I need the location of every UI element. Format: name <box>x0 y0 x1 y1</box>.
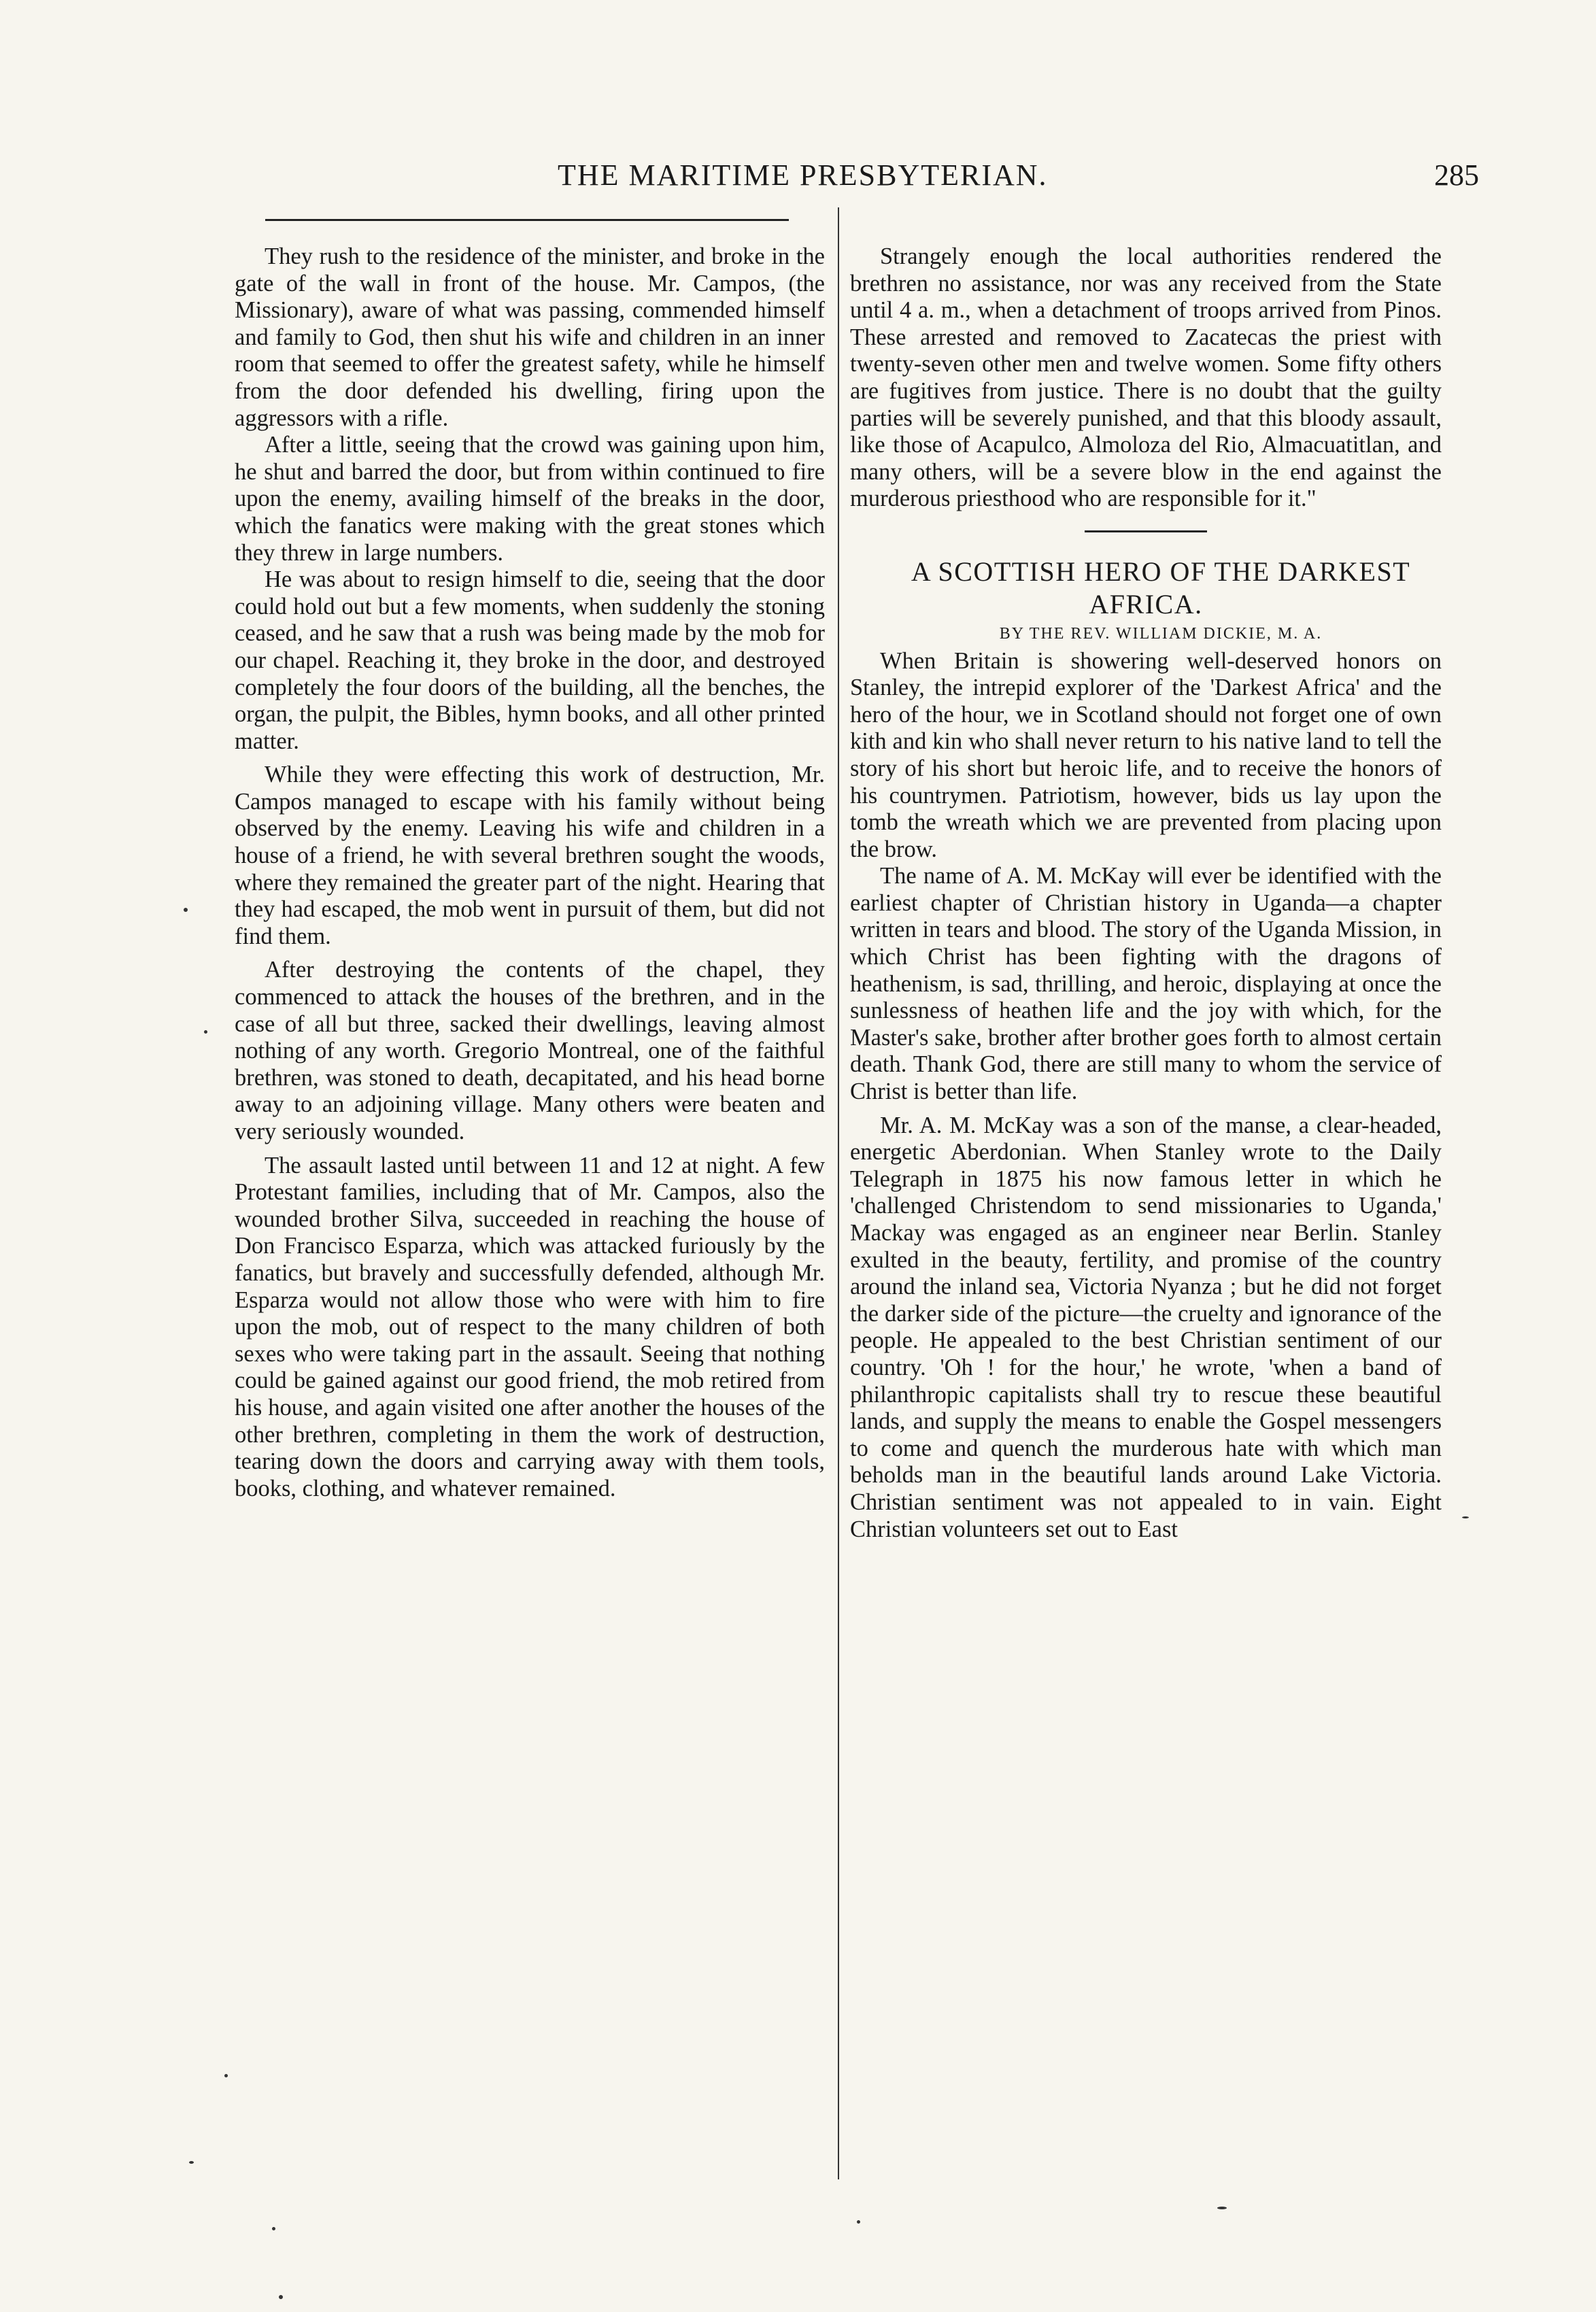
page-header <box>224 158 1479 205</box>
print-speck <box>184 908 188 912</box>
print-speck <box>224 2074 228 2077</box>
paragraph: The name of A. M. McKay will ever be identified with the earliest chapter of Christian history in Uganda—a chapter written in tears and blood. The story of the Uganda Mission, in which Christ has been fighting with the dragons of heathenism, is sad, thrilling, and heroic, displaying at once the sunlessness of heathen life and the joy with which, for the Master's sake, brother after brother goes forth to almost certain death. Thank God, there are still many to whom the service of Christ is better than life. <box>850 863 1442 1105</box>
paragraph: They rush to the residence of the minister, and broke in the gate of the wall in front of the house. Mr. Campos, (the Missionary), aware of what was passing, commended himself and family to God, then shut his wife and children in an inner room that seemed to offer the greatest safety, while he himself from the door defended his dwelling, firing upon the aggressors with a rifle. <box>235 243 825 431</box>
running-title: THE MARITIME PRESBYTERIAN. <box>558 158 1048 192</box>
paragraph: Strangely enough the local authorities rendered the brethren no assistance, nor was any received from the State until 4 a. m., when a detachment of troops arrived from Pinos. These arrested and removed to Zacatecas the priest with twenty-seven other men and twelve women. Some fifty others are fugitives from justice. There is no doubt that the guilty parties will be severely punished, and that this bloody assault, like those of Acapulco, Almoloza del Rio, Almacuatitlan, and many others, will be a severe blow in the end against the murderous priesthood who are responsible for it." <box>850 243 1442 512</box>
header-rule <box>265 219 789 221</box>
paragraph: After a little, seeing that the crowd was gaining upon him, he shut and barred the door, but from within continued to fire upon the enemy, availing himself of the breaks in the door, which the fanatics were making with the great stones which they threw in large numbers. <box>235 432 825 566</box>
article-byline: BY THE REV. WILLIAM DICKIE, M. A. <box>999 624 1323 643</box>
print-speck <box>279 2295 283 2299</box>
print-speck <box>272 2227 275 2230</box>
paragraph: After destroying the contents of the chapel, they commenced to attack the houses of the brethren, and in the case of all but three, sacked their dwellings, leaving almost nothing of any worth. Gregorio Montreal, one of the faithful brethren, was stoned to death, decapitated, and his head borne away to an adjoining village. Many others were beaten and very seriously wounded. <box>235 957 825 1144</box>
print-speck <box>1217 2207 1227 2209</box>
print-speck <box>189 2161 194 2164</box>
paragraph: The assault lasted until between 11 and 12 at night. A few Protestant families, including that of Mr. Campos, also the wounded brother Silva, succeeded in reaching the house of Don Francisco Esparza, which was attacked furiously by the fanatics, but bravely and successfully defended, although Mr. Esparza would not allow those who were with him to fire upon the mob, out of respect to the many children of both sexes who were taking part in the assault. Seeing that nothing could be gained against our good friend, the mob retired from his house, and again visited one after another the houses of the other brethren, completing in them the work of destruction, tearing down the doors and carrying away with them tools, books, clothing, and whatever remained. <box>235 1152 825 1501</box>
page-number: 285 <box>1434 158 1479 192</box>
print-speck <box>204 1030 207 1034</box>
left-column <box>235 243 825 1502</box>
paragraph: He was about to resign himself to die, seeing that the door could hold out but a few moments, when suddenly the stoning ceased, and he saw that a rush was being made by the mob for our chapel. Reaching it, they broke in the door, and destroyed completely the four doors of the building, all the benches, the organ, the pulpit, the Bibles, hymn books, and all other printed matter. <box>235 566 825 754</box>
print-speck <box>857 2220 860 2224</box>
column-divider <box>838 207 839 2179</box>
article-separator-rule <box>1085 530 1207 532</box>
paragraph: While they were effecting this work of destruction, Mr. Campos managed to escape with his family without being observed by the enemy. Leaving his wife and children in a house of a friend, he with several brethren sought the woods, where they remained the greater part of the night. Hearing that they had escaped, the mob went in pursuit of them, but did not find them. <box>235 762 825 949</box>
paragraph: When Britain is showering well-deserved honors on Stanley, the intrepid explorer of the 'Darkest Africa' and the hero of the hour, we in Scotland should not forget one of own kith and kin who shall never return to his native land to tell the story of his short but heroic life, and to receive the honors of his countrymen. Patriotism, however, bids us lay upon the tomb the wreath which we are prevented from placing upon the brow. <box>850 647 1442 862</box>
print-speck <box>1462 1516 1469 1518</box>
right-column <box>850 243 1442 1543</box>
article-title: A SCOTTISH HERO OF THE DARKEST AFRICA. <box>911 556 1411 619</box>
paragraph: Mr. A. M. McKay was a son of the manse, a clear-headed, energetic Aberdonian. When Stanley wrote to the Daily Telegraph in 1875 his now famous letter in which he 'challenged Christendom to send missionaries to Uganda,' Mackay was engaged as an engineer near Berlin. Stanley exulted in the beauty, fertility, and promise of the country around the inland sea, Victoria Nyanza ; but he did not forget the darker side of the picture—the cruelty and ignorance of the people. He appealed to the best Christian sentiment of our country. 'Oh ! for the hour,' he wrote, 'when a band of philanthropic capitalists shall try to rescue these beautiful lands, and supply the means to enable the Gospel messengers to come and quench the murderous hate with which man beholds man in the beautiful lands around Lake Victoria. Christian sentiment was not appealed to in vain. Eight Christian volunteers set out to East <box>850 1112 1442 1542</box>
